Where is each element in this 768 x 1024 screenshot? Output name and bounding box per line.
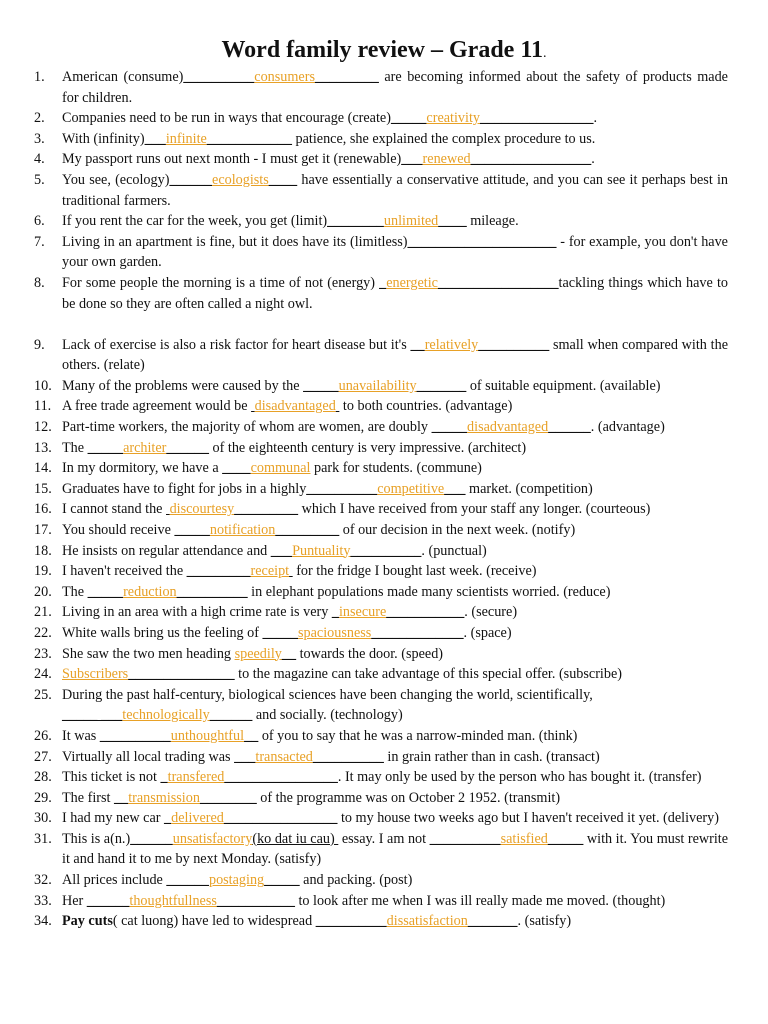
question-number: 4. <box>34 151 45 168</box>
answer-text: thoughtfullness <box>129 892 217 909</box>
question-text <box>62 458 728 479</box>
answer-blank: __ <box>244 727 259 744</box>
answer-text: unsatisfactory <box>172 830 253 847</box>
question-number: 33. <box>34 892 52 909</box>
prompt-text: Many of the problems were caused by the <box>62 377 304 394</box>
question-number: 19. <box>34 563 52 580</box>
answer-blank: _________ <box>275 521 340 538</box>
answer-blank: ______ <box>86 892 130 909</box>
prompt-text: mileage. <box>466 213 519 230</box>
question-text <box>62 911 728 932</box>
answer-text: consumers <box>254 69 315 85</box>
question-number: 32. <box>34 872 52 889</box>
prompt-text: of the eighteenth century is very impressive. (architect) <box>208 439 527 456</box>
answer-blank: _____________________ <box>407 233 557 250</box>
answer-blank: _____ <box>390 110 427 127</box>
prompt-text: to both countries. (advantage) <box>339 398 513 415</box>
prompt-text: You should receive <box>62 521 175 538</box>
answer-blank: _____ <box>174 521 210 538</box>
answer-blank: _ <box>331 604 339 621</box>
answer-text: delivered <box>171 810 224 827</box>
answer-blank: _____ <box>264 872 300 889</box>
question-item <box>34 273 728 314</box>
question-number: 6. <box>34 213 45 230</box>
answer-blank: __________ <box>306 480 378 497</box>
answer-blank: _____ ___ <box>62 707 123 724</box>
prompt-text: and packing. (post) <box>299 872 413 889</box>
question-text <box>62 67 728 108</box>
answer-blank: ___________ <box>216 892 295 909</box>
prompt-text: American (consume) <box>62 69 184 85</box>
prompt-text: of our decision in the next week. (notify) <box>339 521 576 538</box>
answer-blank: _____ <box>87 439 124 456</box>
answer-blank: ____________ <box>206 130 292 147</box>
answer-blank: __ <box>410 336 425 353</box>
question-text <box>62 541 728 562</box>
prompt-text: . (space) <box>463 624 512 641</box>
prompt-text: . It may only be used by the person who has bought it. (transfer) <box>337 769 702 786</box>
prompt-text: If you rent the car for the week, you get (limit) <box>62 213 328 230</box>
prompt-text: For some people the morning is a time of not (energy) <box>62 274 380 291</box>
prompt-text: . (advantage) <box>590 419 665 435</box>
question-text <box>62 870 728 891</box>
question-text <box>62 499 728 520</box>
question-number: 16. <box>34 501 52 518</box>
answer-text: architer <box>123 439 167 456</box>
answer-blank: __ <box>114 789 129 806</box>
prompt-text: . (secure) <box>464 604 518 621</box>
question-text <box>62 273 728 314</box>
prompt-text: White walls bring us the feeling of <box>62 624 263 641</box>
question-number: 2. <box>34 110 45 127</box>
answer-blank: _______ <box>467 913 518 930</box>
question-number: 28. <box>34 769 52 786</box>
question-item <box>34 376 728 397</box>
question-item <box>34 541 728 562</box>
question-text <box>62 602 728 623</box>
prompt-text: I cannot stand the <box>62 501 167 518</box>
prompt-text: for the fridge I bought last week. (receive) <box>292 563 537 580</box>
answer-text: unavailability <box>338 377 417 394</box>
answer-text: reduction <box>123 583 177 600</box>
answer-blank: ________________ <box>224 769 338 786</box>
answer-blank: _ <box>160 769 168 786</box>
prompt-text: . (punctual) <box>421 542 487 559</box>
question-item <box>34 644 728 665</box>
answer-blank: _____________ <box>371 624 464 641</box>
question-number: 1. <box>34 69 45 85</box>
question-number: 10. <box>34 377 52 394</box>
question-item <box>34 623 728 644</box>
question-text <box>62 520 728 541</box>
answer-text: speedily <box>234 645 282 662</box>
prompt-text: The first <box>62 789 115 806</box>
prompt-text: which I have received from your staff any longer. (courteous) <box>298 501 651 518</box>
question-item <box>34 520 728 541</box>
title-text: Word family review – Grade 11 <box>221 37 543 63</box>
answer-text: technologically <box>122 707 210 724</box>
question-text <box>62 211 728 232</box>
answer-text: energetic <box>386 274 438 291</box>
answer-blank: ______ <box>548 419 591 435</box>
prompt-text: Living in an apartment is fine, but it does have its (limitless) <box>62 233 408 250</box>
answer-text: renewed <box>422 151 471 168</box>
answer-blank: ____ <box>222 460 251 477</box>
question-number: 8. <box>34 274 45 291</box>
answer-blank: ___ <box>270 542 293 559</box>
question-text <box>62 726 728 747</box>
answer-blank: _ <box>164 810 172 827</box>
prompt-text: The <box>62 583 88 600</box>
prompt-text: in elephant populations made many scientists worried. (reduce) <box>247 583 611 600</box>
prompt-text: This is a(n.) <box>62 830 131 847</box>
answer-blank: _________ <box>186 563 251 580</box>
question-item <box>34 211 728 232</box>
answer-text: unthoughtful <box>170 727 245 744</box>
answer-blank: __________ <box>429 830 501 847</box>
answer-blank: ___ <box>401 151 423 168</box>
question-item <box>34 458 728 479</box>
prompt-text: with it. You must rewrite it and hand it to me by next Monday. (satisfy) <box>62 830 729 868</box>
answer-blank: ___ <box>444 480 466 497</box>
question-text <box>62 170 728 211</box>
question-item <box>34 67 728 108</box>
answer-text: discourtesy <box>169 501 235 518</box>
answer-blank: ____ <box>268 171 298 188</box>
answer-blank: ______ <box>169 171 213 188</box>
question-item <box>34 808 728 829</box>
prompt-text: My passport runs out next month - I must get it (renewable) <box>62 151 402 168</box>
question-item <box>34 561 728 582</box>
question-item <box>34 911 728 932</box>
prompt-text: With (infinity) <box>62 130 145 147</box>
prompt-text: During the past half-century, biological sciences have been changing the world, scientifically, <box>62 686 593 703</box>
answer-blank: __________ <box>350 542 422 559</box>
prompt-text: She saw the two men heading <box>62 645 235 662</box>
answer-text: communal <box>250 460 311 477</box>
question-item <box>34 170 728 211</box>
prompt-text: to my house two weeks ago but I haven't received it yet. (delivery) <box>337 810 719 827</box>
prompt-text: and socially. (technology) <box>252 707 403 724</box>
answer-blank: ___________ <box>386 604 465 621</box>
question-number: 23. <box>34 645 52 662</box>
prompt-text: essay. I am not <box>338 830 430 847</box>
question-item <box>34 829 728 870</box>
bold-text: Pay cuts <box>62 913 113 930</box>
question-text <box>62 644 728 665</box>
question-number: 3. <box>34 130 45 147</box>
prompt-text: Living in an area with a high crime rate is very <box>62 604 332 621</box>
prompt-text: to the magazine can take advantage of this special offer. (subscribe) <box>234 666 622 683</box>
answer-blank: (ko dat iu cau) <box>252 830 339 847</box>
answer-text: creativity <box>426 110 480 127</box>
prompt-text: Virtually all local trading was <box>62 748 235 765</box>
question-number: 9. <box>34 336 45 353</box>
question-number: 17. <box>34 521 52 538</box>
answer-text: postaging <box>208 872 265 889</box>
prompt-text: park for students. (commune) <box>310 460 482 477</box>
answer-text: spaciousness <box>298 624 372 641</box>
answer-blank: ______ <box>166 439 209 456</box>
question-number: 15. <box>34 480 52 497</box>
question-number: 24. <box>34 666 52 683</box>
question-item <box>34 438 728 459</box>
answer-blank: __________ <box>183 69 255 85</box>
answer-text: insecure <box>338 604 387 621</box>
answer-blank: __________ <box>478 336 550 353</box>
answer-blank: _________ <box>234 501 299 518</box>
question-item <box>34 417 728 438</box>
answer-blank: ________________ <box>223 810 338 827</box>
question-item <box>34 685 728 726</box>
prompt-text: You see, (ecology) <box>62 171 170 188</box>
answer-blank: _________________ <box>437 274 559 291</box>
prompt-text: - for example, you don't have your own garden. <box>62 233 728 271</box>
question-item <box>34 870 728 891</box>
question-text <box>62 396 728 417</box>
prompt-text: The <box>62 439 88 456</box>
answer-blank: _______ <box>416 377 467 394</box>
answer-blank: ___ <box>234 748 256 765</box>
question-text <box>62 438 728 459</box>
prompt-text: He insists on regular attendance and <box>62 542 271 559</box>
prompt-text: This ticket is not <box>62 769 161 786</box>
question-text <box>62 417 728 438</box>
question-text <box>62 767 728 788</box>
prompt-text: have essentially a conservative attitude, and you can see it perhaps best in traditional farmers. <box>62 171 728 209</box>
answer-text: disadvantaged <box>254 398 336 415</box>
answer-text: transacted <box>255 748 313 765</box>
question-number: 13. <box>34 439 52 456</box>
question-number: 27. <box>34 748 52 765</box>
answer-blank: ___ <box>144 130 166 147</box>
question-text <box>62 623 728 644</box>
question-list <box>34 67 728 932</box>
question-number: 29. <box>34 789 52 806</box>
prompt-text: A free trade agreement would be <box>62 398 252 415</box>
question-number: 31. <box>34 830 52 847</box>
prompt-text: of the programme was on October 2 1952. (transmit) <box>256 789 561 806</box>
question-item <box>34 499 728 520</box>
page-title <box>0 36 768 68</box>
prompt-text: towards the door. (speed) <box>296 645 444 662</box>
question-item <box>34 726 728 747</box>
answer-text: dissatisfaction <box>386 913 468 930</box>
question-text <box>62 479 728 500</box>
answer-text: unlimited <box>383 213 439 230</box>
answer-blank: ______ <box>166 872 209 889</box>
prompt-text: of you to say that he was a narrow-minded man. (think) <box>258 727 578 744</box>
answer-blank: ________ <box>199 789 257 806</box>
answer-blank: _____ <box>262 624 299 641</box>
prompt-text: . <box>591 151 595 168</box>
answer-blank: _ <box>379 274 387 291</box>
question-number: 25. <box>34 686 52 703</box>
answer-blank: __________ <box>315 913 387 930</box>
answer-blank: ________________ <box>480 110 594 127</box>
prompt-text: ( cat luong) have led to widespread <box>112 913 316 930</box>
answer-blank: _____ <box>547 830 584 847</box>
question-text <box>62 561 728 582</box>
question-text <box>62 129 728 150</box>
answer-blank: ________ <box>327 213 384 230</box>
question-number: 30. <box>34 810 52 827</box>
question-text <box>62 747 728 768</box>
answer-blank: __________ <box>312 748 384 765</box>
prompt-text: small when compared with the others. (relate) <box>62 336 728 374</box>
answer-blank: _________________ <box>470 151 592 168</box>
question-text <box>62 108 728 129</box>
prompt-text: I had my new car <box>62 810 165 827</box>
question-text <box>62 149 728 170</box>
prompt-text: . (satisfy) <box>517 913 572 930</box>
question-item <box>34 396 728 417</box>
question-item <box>34 149 728 170</box>
prompt-text: Companies need to be run in ways that encourage (create) <box>62 110 391 127</box>
answer-blank: _____ <box>303 377 339 394</box>
question-number: 21. <box>34 604 52 621</box>
prompt-text: in grain rather than in cash. (transact) <box>383 748 600 765</box>
prompt-text: Graduates have to fight for jobs in a highly <box>62 480 307 497</box>
prompt-text: are becoming informed about the safety of products made for children. <box>62 69 728 106</box>
answer-text: satisfied <box>500 830 548 847</box>
answer-blank: ______ <box>130 830 173 847</box>
question-number: 26. <box>34 727 52 744</box>
question-item <box>34 664 728 685</box>
answer-blank: __ <box>281 645 297 662</box>
title-dot: . <box>543 46 547 61</box>
prompt-text: Lack of exercise is also a risk factor for heart disease but it's <box>62 336 411 353</box>
question-text <box>62 664 728 685</box>
answer-blank: ____ <box>438 213 467 230</box>
question-item <box>34 788 728 809</box>
answer-blank: _____ <box>87 583 124 600</box>
prompt-text: of suitable equipment. (available) <box>466 377 661 394</box>
prompt-text: market. (competition) <box>465 480 593 497</box>
answer-text: disadvantaged <box>467 419 549 435</box>
answer-text: transfered <box>167 769 225 786</box>
question-item <box>34 747 728 768</box>
question-number: 14. <box>34 460 52 477</box>
question-number: 34. <box>34 913 52 930</box>
prompt-text: Part-time workers, the majority of whom are women, are doubly <box>62 419 432 435</box>
question-item <box>34 582 728 603</box>
answer-blank: _________ <box>314 69 379 85</box>
question-item <box>34 129 728 150</box>
answer-text: receipt <box>250 563 290 580</box>
question-item <box>34 479 728 500</box>
question-text <box>62 829 728 870</box>
question-number: 11. <box>34 398 52 415</box>
prompt-text: In my dormitory, we have a <box>62 460 223 477</box>
answer-text: notification <box>209 521 276 538</box>
question-number: 12. <box>34 419 52 435</box>
answer-blank: _______________ <box>128 666 235 683</box>
question-text <box>62 685 728 726</box>
question-number: 18. <box>34 542 52 559</box>
question-text <box>62 891 728 912</box>
answer-blank: __________ <box>176 583 248 600</box>
prompt-text: to look after me when I was ill really made me moved. (thought) <box>294 892 666 909</box>
question-text <box>62 808 728 829</box>
question-item <box>34 108 728 129</box>
question-number: 20. <box>34 583 52 600</box>
question-item <box>34 767 728 788</box>
answer-text: transmission <box>128 789 200 806</box>
question-number: 22. <box>34 624 52 641</box>
question-item <box>34 232 728 273</box>
question-text <box>62 232 728 273</box>
question-number: 5. <box>34 171 45 188</box>
question-text <box>62 376 728 397</box>
question-item <box>34 602 728 623</box>
question-item <box>34 891 728 912</box>
answer-text: Subscribers <box>62 666 129 683</box>
answer-text: relatively <box>424 336 479 353</box>
question-item <box>34 335 728 376</box>
answer-blank: _____ <box>431 419 468 435</box>
answer-text: ecologists <box>212 171 269 188</box>
prompt-text: Her <box>62 892 87 909</box>
prompt-text: patience, she explained the complex procedure to us. <box>291 130 596 147</box>
prompt-text: It was <box>62 727 100 744</box>
answer-blank: __________ <box>99 727 171 744</box>
question-number: 7. <box>34 233 45 250</box>
answer-text: infinite <box>165 130 207 147</box>
answer-text: Puntuality <box>292 542 351 559</box>
question-text <box>62 788 728 809</box>
question-text <box>62 335 728 376</box>
prompt-text: I haven't received the <box>62 563 187 580</box>
answer-blank: ______ <box>209 707 253 724</box>
prompt-text: . <box>593 110 598 127</box>
question-text <box>62 582 728 603</box>
prompt-text: All prices include <box>62 872 167 889</box>
answer-text: competitive <box>377 480 445 497</box>
prompt-text: tackling things which have to be done so they are often called a night owl. <box>62 274 728 312</box>
